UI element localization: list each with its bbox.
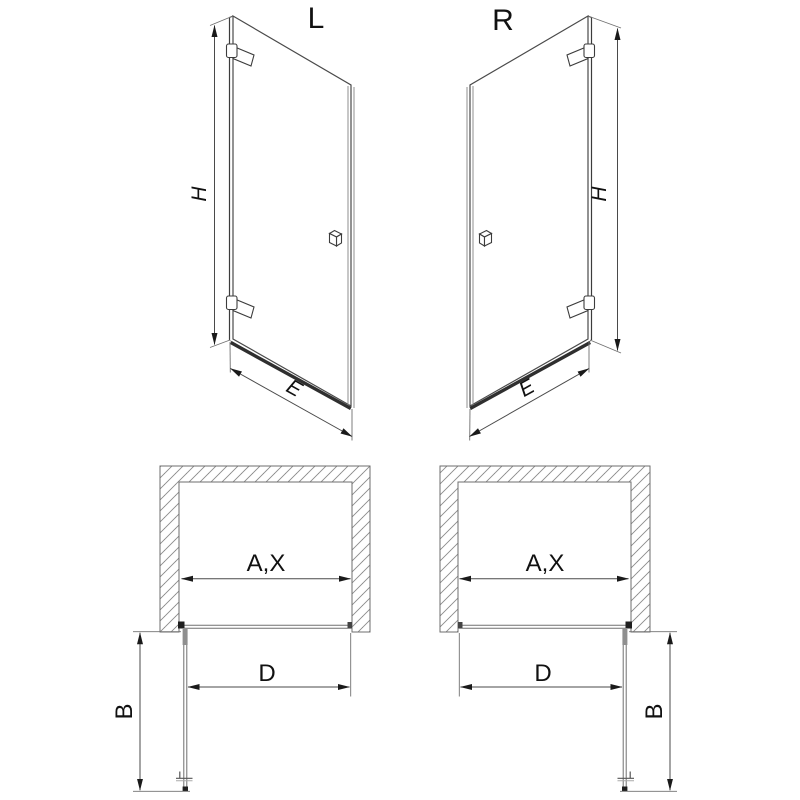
wall-hatched	[440, 466, 650, 632]
hinge-block	[178, 622, 185, 629]
depth-dimension-label: B	[111, 703, 138, 720]
door-end-cap	[622, 787, 627, 792]
door-left-elevation	[188, 2, 354, 441]
door-end-cap	[183, 787, 188, 792]
door-hinge-profile	[622, 628, 627, 645]
depth-dimension-label: B	[641, 703, 668, 720]
plan-right-top-view	[440, 466, 677, 791]
glass-panel	[233, 16, 351, 406]
door-handle	[480, 231, 492, 247]
dimension-passage	[188, 633, 351, 697]
glass-panel	[470, 16, 588, 406]
passage-dimension-label: D	[534, 660, 552, 687]
variant-label-left: L	[307, 2, 325, 35]
height-dimension-label: H	[588, 186, 611, 202]
hinge-block	[626, 622, 633, 629]
door-right-elevation	[467, 4, 621, 441]
door-hinge-profile	[183, 628, 188, 645]
door-handle	[330, 231, 342, 247]
variant-label-right: R	[492, 4, 514, 37]
passage-dimension-label: D	[258, 660, 276, 687]
wall-profile-mark	[458, 622, 463, 628]
dimension-passage	[459, 633, 622, 697]
opening-dimension-label: A,X	[246, 550, 286, 577]
dimension-depth	[111, 632, 190, 792]
plan-left-top-view	[111, 466, 370, 791]
height-dimension-label: H	[188, 186, 211, 202]
dimension-depth	[620, 632, 677, 792]
width-dimension-label: E	[515, 374, 539, 402]
dimension-opening	[182, 550, 351, 579]
dimension-opening	[460, 550, 629, 579]
opening-dimension-label: A,X	[525, 550, 565, 577]
wall-profile-mark	[348, 622, 353, 628]
wall-hatched	[160, 466, 370, 632]
width-dimension-label: E	[282, 374, 306, 402]
